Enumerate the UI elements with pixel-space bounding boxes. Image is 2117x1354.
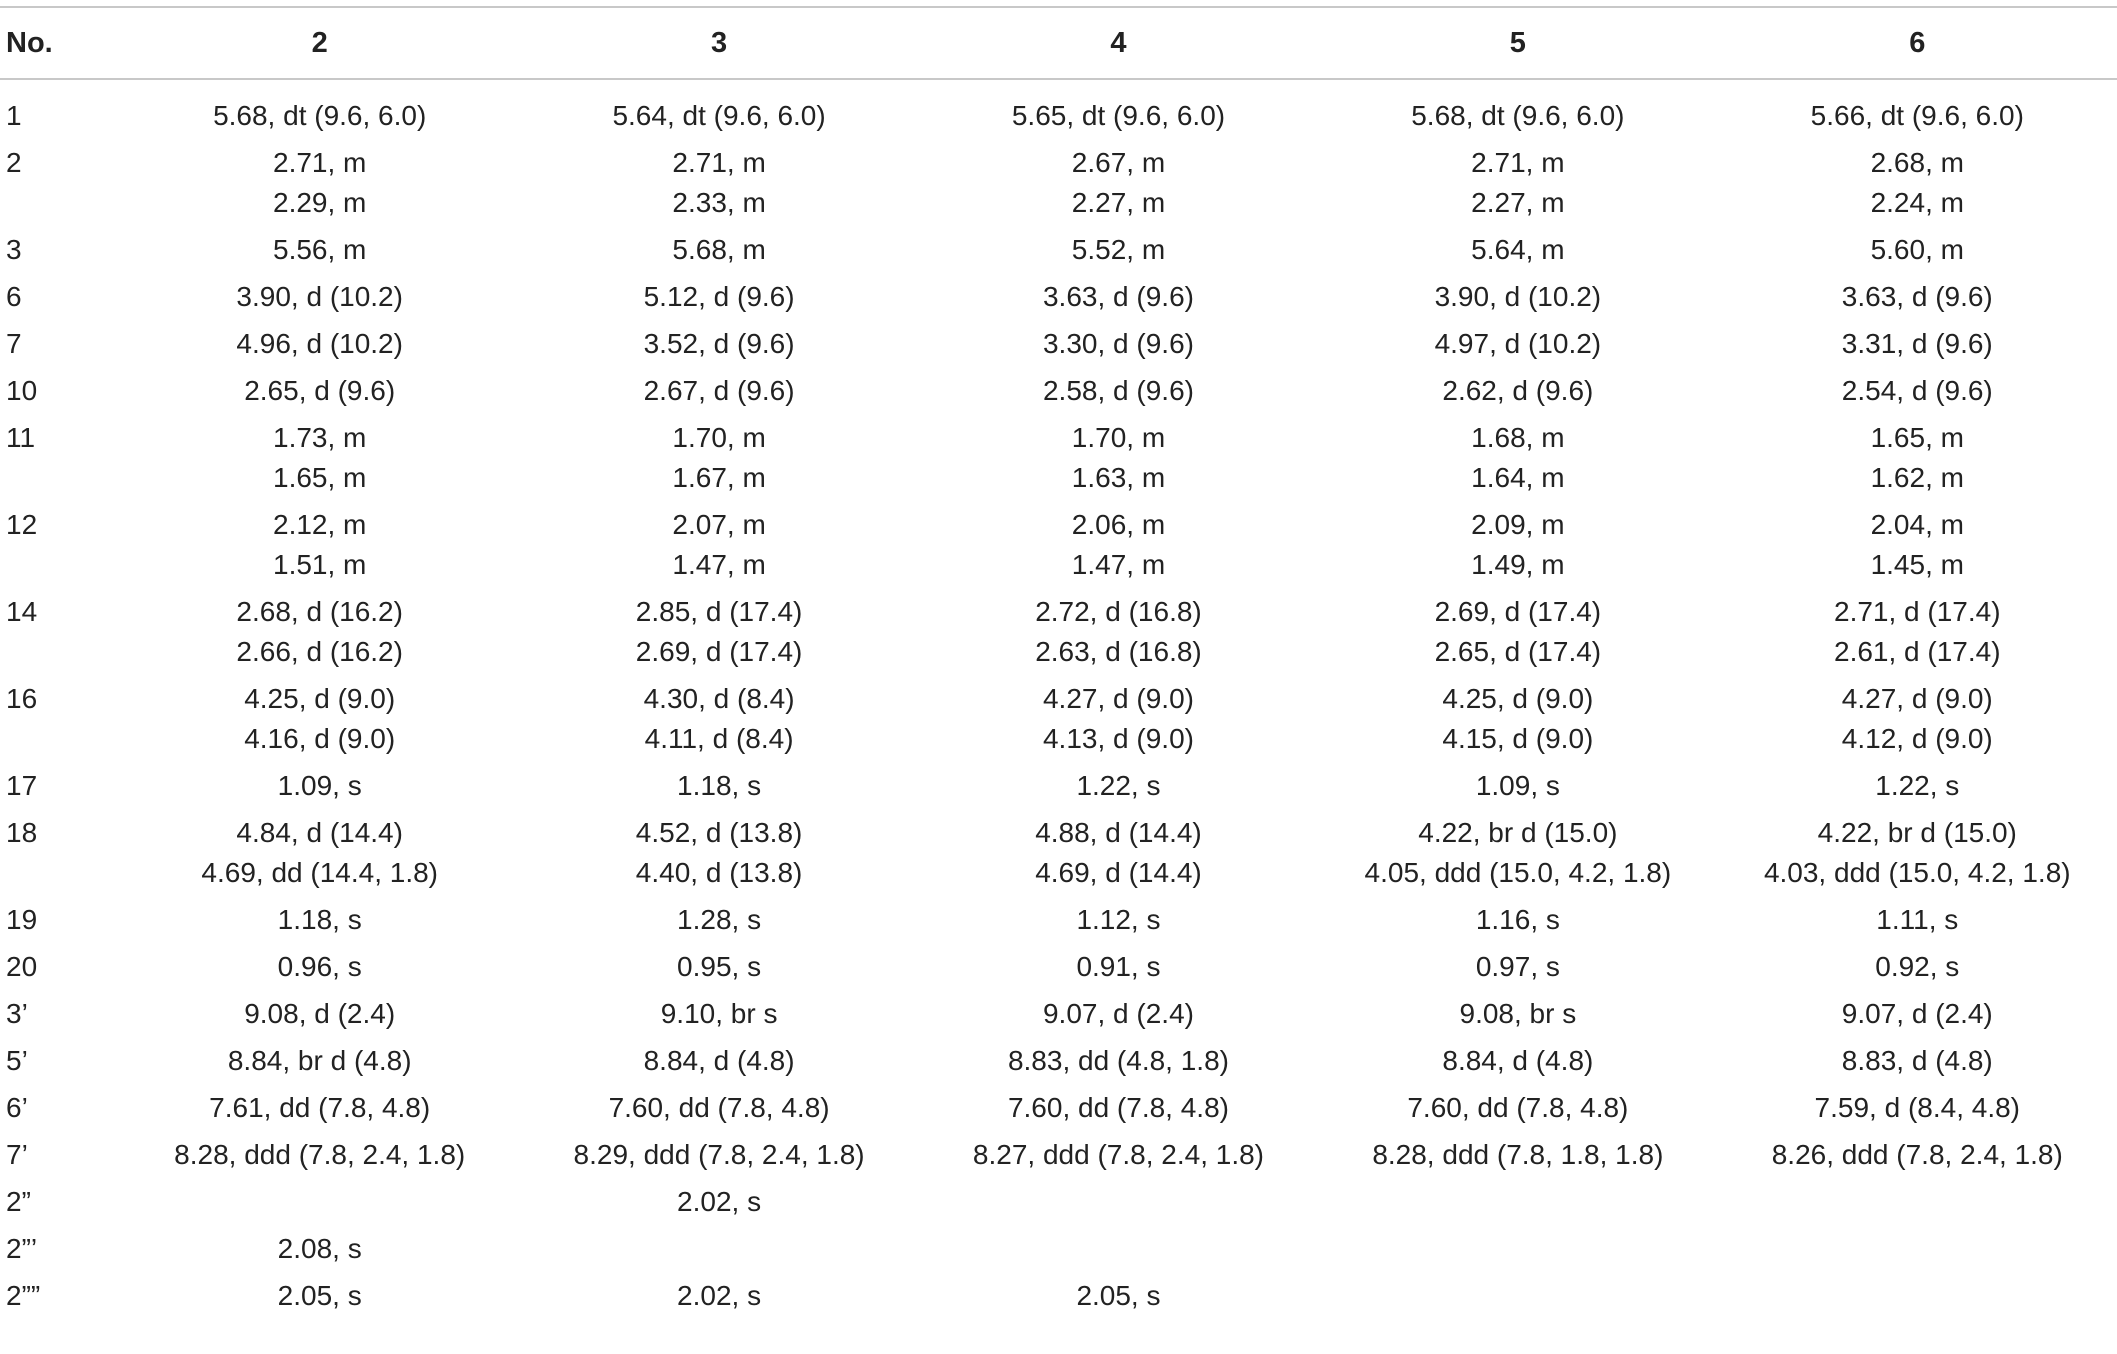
chemical-shift-value: 1.47, m [672, 549, 766, 580]
chemical-shift-value: 0.92, s [1875, 951, 1960, 982]
shift-cell-compound-6 [1718, 138, 2117, 225]
chemical-shift-value: 1.62, m [1870, 462, 1964, 493]
chemical-shift-value: 2.63, d (16.8) [1035, 636, 1202, 667]
shift-cell-compound-5 [1318, 674, 1717, 761]
shift-cell-compound-2 [120, 1177, 519, 1224]
shift-cell-compound-6 [1718, 808, 2117, 895]
chemical-shift-value: 1.22, s [1875, 770, 1960, 801]
shift-cell-compound-2 [120, 413, 519, 500]
chemical-shift-value: 4.97, d (10.2) [1434, 328, 1602, 359]
shift-cell-compound-3 [519, 79, 918, 138]
shift-cell-compound-2 [120, 808, 519, 895]
chemical-shift-value: 9.08, d (2.4) [244, 998, 396, 1029]
shift-cell-compound-3 [519, 1083, 918, 1130]
chemical-shift-value: 2.69, d (17.4) [635, 636, 803, 667]
chemical-shift-value: 4.13, d (9.0) [1042, 723, 1194, 754]
shift-cell-compound-6 [1718, 319, 2117, 366]
chemical-shift-value: 2.61, d (17.4) [1834, 636, 2001, 667]
shift-cell-compound-4 [919, 989, 1318, 1036]
chemical-shift-value: 3.90, d (10.2) [1434, 281, 1602, 312]
table-row [0, 989, 2117, 1036]
chemical-shift-value: 5.52, m [1071, 234, 1166, 265]
shift-cell-compound-2 [120, 942, 519, 989]
shift-cell-compound-5 [1318, 989, 1717, 1036]
chemical-shift-value: 3.30, d (9.6) [1042, 328, 1194, 359]
shift-cell-compound-6 [1718, 587, 2117, 674]
shift-cell-compound-4 [919, 674, 1318, 761]
chemical-shift-value: 2.66, d (16.2) [236, 636, 403, 667]
chemical-shift-value: 1.49, m [1471, 549, 1565, 580]
chemical-shift-value: 4.69, d (14.4) [1035, 857, 1202, 888]
chemical-shift-value: 4.25, d (9.0) [244, 683, 396, 714]
chemical-shift-value: 2.29, m [273, 187, 367, 218]
chemical-shift-value: 4.25, d (9.0) [1442, 683, 1594, 714]
position-number-cell: 7 [6, 328, 22, 359]
chemical-shift-value: 2.12, m [273, 509, 367, 540]
position-number-cell: 17 [6, 770, 38, 801]
chemical-shift-value: 8.84, d (4.8) [643, 1045, 795, 1076]
chemical-shift-value: 0.96, s [277, 951, 362, 982]
shift-cell-compound-3 [519, 942, 918, 989]
chemical-shift-value: 8.83, d (4.8) [1841, 1045, 1993, 1076]
shift-cell-compound-3 [519, 895, 918, 942]
chemical-shift-value: 1.16, s [1475, 904, 1560, 935]
position-number-cell: 19 [6, 904, 38, 935]
shift-cell-compound-5 [1318, 761, 1717, 808]
shift-cell-compound-6 [1718, 1083, 2117, 1130]
chemical-shift-value: 2.71, m [672, 147, 766, 178]
chemical-shift-value: 1.65, m [1870, 422, 1964, 453]
table-header [0, 7, 2117, 79]
chemical-shift-value: 4.88, d (14.4) [1035, 817, 1202, 848]
chemical-shift-value: 4.22, br d (15.0) [1817, 817, 2017, 848]
chemical-shift-value: 2.71, d (17.4) [1834, 596, 2001, 627]
shift-cell-compound-4 [919, 808, 1318, 895]
shift-cell-compound-6 [1718, 366, 2117, 413]
chemical-shift-value: 3.52, d (9.6) [643, 328, 795, 359]
chemical-shift-value: 8.29, ddd (7.8, 2.4, 1.8) [573, 1139, 865, 1170]
shift-cell-compound-5 [1318, 1083, 1717, 1130]
position-number-cell: 1 [6, 100, 22, 131]
chemical-shift-value: 4.11, d (8.4) [644, 723, 794, 754]
chemical-shift-value: 1.64, m [1471, 462, 1565, 493]
position-number-cell: 2 [6, 147, 22, 178]
position-number-cell: 10 [6, 375, 38, 406]
chemical-shift-value: 4.84, d (14.4) [236, 817, 403, 848]
chemical-shift-value: 1.70, m [1071, 422, 1166, 453]
chemical-shift-value: 8.84, d (4.8) [1442, 1045, 1594, 1076]
chemical-shift-value: 7.60, dd (7.8, 4.8) [608, 1092, 830, 1123]
chemical-shift-value: 2.69, d (17.4) [1434, 596, 1602, 627]
shift-cell-compound-5 [1318, 500, 1717, 587]
chemical-shift-value: 2.27, m [1471, 187, 1565, 218]
shift-cell-compound-6 [1718, 989, 2117, 1036]
shift-cell-compound-4 [919, 1130, 1318, 1177]
chemical-shift-value: 1.22, s [1076, 770, 1161, 801]
chemical-shift-value: 9.08, br s [1459, 998, 1577, 1029]
position-number-cell: 11 [6, 422, 36, 453]
table-row [0, 1224, 2117, 1271]
shift-cell-compound-2 [120, 79, 519, 138]
position-number-cell: 12 [6, 509, 38, 540]
shift-cell-compound-3 [519, 1130, 918, 1177]
shift-cell-compound-3 [519, 225, 918, 272]
table-body [0, 79, 2117, 1318]
chemical-shift-value: 5.56, m [273, 234, 367, 265]
chemical-shift-value: 2.05, s [1076, 1280, 1161, 1311]
shift-cell-compound-2 [120, 319, 519, 366]
chemical-shift-value: 4.27, d (9.0) [1042, 683, 1194, 714]
shift-cell-compound-5 [1318, 319, 1717, 366]
table-row [0, 1177, 2117, 1224]
chemical-shift-value: 1.67, m [672, 462, 766, 493]
shift-cell-compound-2 [120, 761, 519, 808]
chemical-shift-value: 2.65, d (9.6) [244, 375, 396, 406]
shift-cell-compound-5 [1318, 1036, 1717, 1083]
chemical-shift-value: 2.62, d (9.6) [1442, 375, 1594, 406]
chemical-shift-value: 1.51, m [273, 549, 367, 580]
chemical-shift-value: 3.90, d (10.2) [236, 281, 403, 312]
chemical-shift-value: 1.18, s [677, 770, 762, 801]
position-number-cell: 5’ [6, 1045, 28, 1076]
table-row [0, 942, 2117, 989]
shift-cell-compound-5 [1318, 1224, 1717, 1271]
chemical-shift-value: 2.24, m [1870, 187, 1964, 218]
shift-cell-compound-4 [919, 366, 1318, 413]
shift-cell-compound-4 [919, 895, 1318, 942]
chemical-shift-value: 4.12, d (9.0) [1841, 723, 1993, 754]
table-row [0, 587, 2117, 674]
position-number-cell: 3 [6, 234, 22, 265]
chemical-shift-value: 2.02, s [677, 1280, 762, 1311]
position-number-cell: 6 [6, 281, 22, 312]
chemical-shift-value: 1.73, m [273, 422, 367, 453]
shift-cell-compound-4 [919, 272, 1318, 319]
chemical-shift-value: 0.95, s [677, 951, 762, 982]
shift-cell-compound-3 [519, 413, 918, 500]
chemical-shift-value: 7.61, dd (7.8, 4.8) [209, 1092, 431, 1123]
chemical-shift-value: 1.11, s [1876, 904, 1959, 935]
shift-cell-compound-2 [120, 1224, 519, 1271]
shift-cell-compound-2 [120, 895, 519, 942]
chemical-shift-value: 7.60, dd (7.8, 4.8) [1007, 1092, 1229, 1123]
chemical-shift-value: 1.65, m [273, 462, 367, 493]
table-row [0, 1036, 2117, 1083]
chemical-shift-value: 5.68, dt (9.6, 6.0) [213, 100, 427, 131]
header-compound-4: 4 [919, 7, 1318, 79]
shift-cell-compound-2 [120, 1130, 519, 1177]
shift-cell-compound-3 [519, 272, 918, 319]
position-number-cell: 18 [6, 817, 38, 848]
shift-cell-compound-2 [120, 138, 519, 225]
shift-cell-compound-5 [1318, 272, 1717, 319]
position-number-cell: 2”’ [6, 1233, 38, 1264]
shift-cell-compound-2 [120, 1083, 519, 1130]
chemical-shift-value: 2.67, d (9.6) [643, 375, 795, 406]
shift-cell-compound-5 [1318, 1177, 1717, 1224]
chemical-shift-value: 1.68, m [1471, 422, 1565, 453]
chemical-shift-value: 2.06, m [1071, 509, 1166, 540]
position-number-cell: 14 [6, 596, 38, 627]
chemical-shift-value: 2.09, m [1471, 509, 1565, 540]
shift-cell-compound-2 [120, 989, 519, 1036]
shift-cell-compound-5 [1318, 808, 1717, 895]
shift-cell-compound-2 [120, 272, 519, 319]
chemical-shift-value: 3.63, d (9.6) [1042, 281, 1194, 312]
chemical-shift-value: 3.63, d (9.6) [1841, 281, 1993, 312]
shift-cell-compound-3 [519, 1036, 918, 1083]
table-row [0, 138, 2117, 225]
chemical-shift-value: 2.67, m [1071, 147, 1166, 178]
position-number-cell: 2”” [6, 1280, 41, 1311]
chemical-shift-value: 1.12, s [1076, 904, 1161, 935]
shift-cell-compound-5 [1318, 413, 1717, 500]
header-compound-6: 6 [1718, 7, 2117, 79]
shift-cell-compound-4 [919, 500, 1318, 587]
table-row [0, 500, 2117, 587]
table-row [0, 79, 2117, 138]
chemical-shift-value: 4.52, d (13.8) [635, 817, 803, 848]
chemical-shift-value: 9.07, d (2.4) [1841, 998, 1993, 1029]
shift-cell-compound-6 [1718, 79, 2117, 138]
table-row [0, 413, 2117, 500]
shift-cell-compound-6 [1718, 225, 2117, 272]
chemical-shift-value: 7.60, dd (7.8, 4.8) [1407, 1092, 1629, 1123]
shift-cell-compound-3 [519, 1224, 918, 1271]
shift-cell-compound-3 [519, 989, 918, 1036]
shift-cell-compound-5 [1318, 942, 1717, 989]
shift-cell-compound-6 [1718, 674, 2117, 761]
table-row [0, 895, 2117, 942]
shift-cell-compound-6 [1718, 1177, 2117, 1224]
chemical-shift-value: 8.27, ddd (7.8, 2.4, 1.8) [972, 1139, 1265, 1170]
chemical-shift-value: 2.85, d (17.4) [635, 596, 803, 627]
table-row [0, 1271, 2117, 1318]
chemical-shift-value: 5.68, dt (9.6, 6.0) [1411, 100, 1625, 131]
chemical-shift-value: 4.05, ddd (15.0, 4.2, 1.8) [1364, 857, 1672, 888]
shift-cell-compound-6 [1718, 942, 2117, 989]
header-compound-2: 2 [120, 7, 519, 79]
header-compound-3: 3 [519, 7, 918, 79]
chemical-shift-value: 2.54, d (9.6) [1841, 375, 1993, 406]
shift-cell-compound-4 [919, 1271, 1318, 1318]
shift-cell-compound-3 [519, 500, 918, 587]
position-number-cell: 7’ [6, 1139, 28, 1170]
shift-cell-compound-2 [120, 587, 519, 674]
shift-cell-compound-5 [1318, 366, 1717, 413]
shift-cell-compound-5 [1318, 895, 1717, 942]
chemical-shift-value: 4.03, ddd (15.0, 4.2, 1.8) [1763, 857, 2071, 888]
chemical-shift-value: 1.63, m [1071, 462, 1166, 493]
shift-cell-compound-3 [519, 587, 918, 674]
header-no: No. [0, 7, 120, 79]
chemical-shift-value: 1.45, m [1870, 549, 1964, 580]
shift-cell-compound-4 [919, 1177, 1318, 1224]
header-compound-5: 5 [1318, 7, 1717, 79]
chemical-shift-value: 8.84, br d (4.8) [227, 1045, 412, 1076]
table-row [0, 225, 2117, 272]
chemical-shift-value: 2.04, m [1870, 509, 1964, 540]
shift-cell-compound-4 [919, 225, 1318, 272]
shift-cell-compound-6 [1718, 1271, 2117, 1318]
chemical-shift-value: 8.26, ddd (7.8, 2.4, 1.8) [1771, 1139, 2063, 1170]
chemical-shift-value: 5.68, m [672, 234, 766, 265]
chemical-shift-value: 8.83, dd (4.8, 1.8) [1007, 1045, 1229, 1076]
shift-cell-compound-5 [1318, 587, 1717, 674]
position-number-cell: 2” [6, 1186, 31, 1217]
chemical-shift-value: 5.64, dt (9.6, 6.0) [612, 100, 826, 131]
chemical-shift-value: 1.09, s [1475, 770, 1560, 801]
table-row [0, 1130, 2117, 1177]
position-number-cell: 20 [6, 951, 38, 982]
chemical-shift-value: 4.40, d (13.8) [635, 857, 803, 888]
chemical-shift-value: 2.33, m [672, 187, 766, 218]
chemical-shift-value: 4.16, d (9.0) [244, 723, 396, 754]
shift-cell-compound-4 [919, 413, 1318, 500]
shift-cell-compound-3 [519, 761, 918, 808]
chemical-shift-value: 9.10, br s [660, 998, 778, 1029]
shift-cell-compound-4 [919, 1036, 1318, 1083]
chemical-shift-value: 2.27, m [1071, 187, 1166, 218]
chemical-shift-value: 2.07, m [672, 509, 766, 540]
position-number-cell: 6’ [6, 1092, 28, 1123]
shift-cell-compound-4 [919, 138, 1318, 225]
shift-cell-compound-2 [120, 674, 519, 761]
shift-cell-compound-2 [120, 1271, 519, 1318]
chemical-shift-value: 5.64, m [1471, 234, 1565, 265]
shift-cell-compound-3 [519, 366, 918, 413]
shift-cell-compound-3 [519, 319, 918, 366]
table-row [0, 1083, 2117, 1130]
shift-cell-compound-4 [919, 761, 1318, 808]
shift-cell-compound-2 [120, 1036, 519, 1083]
chemical-shift-value: 4.15, d (9.0) [1442, 723, 1594, 754]
chemical-shift-value: 7.59, d (8.4, 4.8) [1814, 1092, 2021, 1123]
shift-cell-compound-6 [1718, 895, 2117, 942]
position-number-cell: 3’ [6, 998, 28, 1029]
table-row [0, 366, 2117, 413]
shift-cell-compound-5 [1318, 1130, 1717, 1177]
shift-cell-compound-6 [1718, 413, 2117, 500]
chemical-shift-value: 1.47, m [1071, 549, 1166, 580]
chemical-shift-value: 2.71, m [273, 147, 367, 178]
shift-cell-compound-4 [919, 319, 1318, 366]
shift-cell-compound-6 [1718, 1224, 2117, 1271]
chemical-shift-value: 2.68, m [1870, 147, 1964, 178]
shift-cell-compound-5 [1318, 79, 1717, 138]
shift-cell-compound-6 [1718, 761, 2117, 808]
chemical-shift-value: 4.96, d (10.2) [236, 328, 403, 359]
shift-cell-compound-4 [919, 79, 1318, 138]
chemical-shift-value: 2.72, d (16.8) [1035, 596, 1202, 627]
shift-cell-compound-4 [919, 1083, 1318, 1130]
shift-cell-compound-6 [1718, 1130, 2117, 1177]
chemical-shift-value: 2.58, d (9.6) [1042, 375, 1194, 406]
chemical-shift-value: 1.18, s [277, 904, 362, 935]
header-row [0, 7, 2117, 79]
chemical-shift-value: 2.02, s [677, 1186, 762, 1217]
chemical-shift-value: 2.65, d (17.4) [1434, 636, 1602, 667]
shift-cell-compound-2 [120, 225, 519, 272]
chemical-shift-value: 8.28, ddd (7.8, 2.4, 1.8) [174, 1139, 466, 1170]
chemical-shift-value: 4.30, d (8.4) [643, 683, 795, 714]
shift-cell-compound-3 [519, 138, 918, 225]
shift-cell-compound-6 [1718, 500, 2117, 587]
chemical-shift-value: 2.71, m [1471, 147, 1565, 178]
shift-cell-compound-2 [120, 366, 519, 413]
chemical-shift-value: 9.07, d (2.4) [1042, 998, 1194, 1029]
chemical-shift-value: 8.28, ddd (7.8, 1.8, 1.8) [1372, 1139, 1664, 1170]
table-row [0, 319, 2117, 366]
table-row [0, 808, 2117, 895]
chemical-shift-value: 2.68, d (16.2) [236, 596, 403, 627]
nmr-data-table [0, 6, 2117, 1318]
shift-cell-compound-4 [919, 942, 1318, 989]
chemical-shift-value: 2.05, s [277, 1280, 362, 1311]
shift-cell-compound-3 [519, 674, 918, 761]
shift-cell-compound-3 [519, 1177, 918, 1224]
chemical-shift-value: 1.09, s [277, 770, 362, 801]
shift-cell-compound-5 [1318, 138, 1717, 225]
chemical-shift-value: 4.27, d (9.0) [1841, 683, 1993, 714]
shift-cell-compound-5 [1318, 225, 1717, 272]
chemical-shift-value: 1.28, s [677, 904, 762, 935]
shift-cell-compound-4 [919, 587, 1318, 674]
chemical-shift-value: 4.69, dd (14.4, 1.8) [201, 857, 438, 888]
shift-cell-compound-6 [1718, 1036, 2117, 1083]
shift-cell-compound-4 [919, 1224, 1318, 1271]
chemical-shift-value: 2.08, s [277, 1233, 362, 1264]
chemical-shift-value: 1.70, m [672, 422, 766, 453]
shift-cell-compound-5 [1318, 1271, 1717, 1318]
table-row [0, 272, 2117, 319]
chemical-shift-value: 5.65, dt (9.6, 6.0) [1011, 100, 1226, 131]
chemical-shift-value: 5.60, m [1870, 234, 1964, 265]
chemical-shift-value: 4.22, br d (15.0) [1418, 817, 1618, 848]
chemical-shift-value: 5.12, d (9.6) [643, 281, 795, 312]
table-row [0, 761, 2117, 808]
shift-cell-compound-6 [1718, 272, 2117, 319]
position-number-cell: 16 [6, 683, 38, 714]
chemical-shift-value: 5.66, dt (9.6, 6.0) [1810, 100, 2024, 131]
shift-cell-compound-3 [519, 808, 918, 895]
table-row [0, 674, 2117, 761]
shift-cell-compound-2 [120, 500, 519, 587]
chemical-shift-value: 0.97, s [1475, 951, 1560, 982]
chemical-shift-value: 3.31, d (9.6) [1841, 328, 1993, 359]
shift-cell-compound-3 [519, 1271, 918, 1318]
chemical-shift-value: 0.91, s [1076, 951, 1161, 982]
